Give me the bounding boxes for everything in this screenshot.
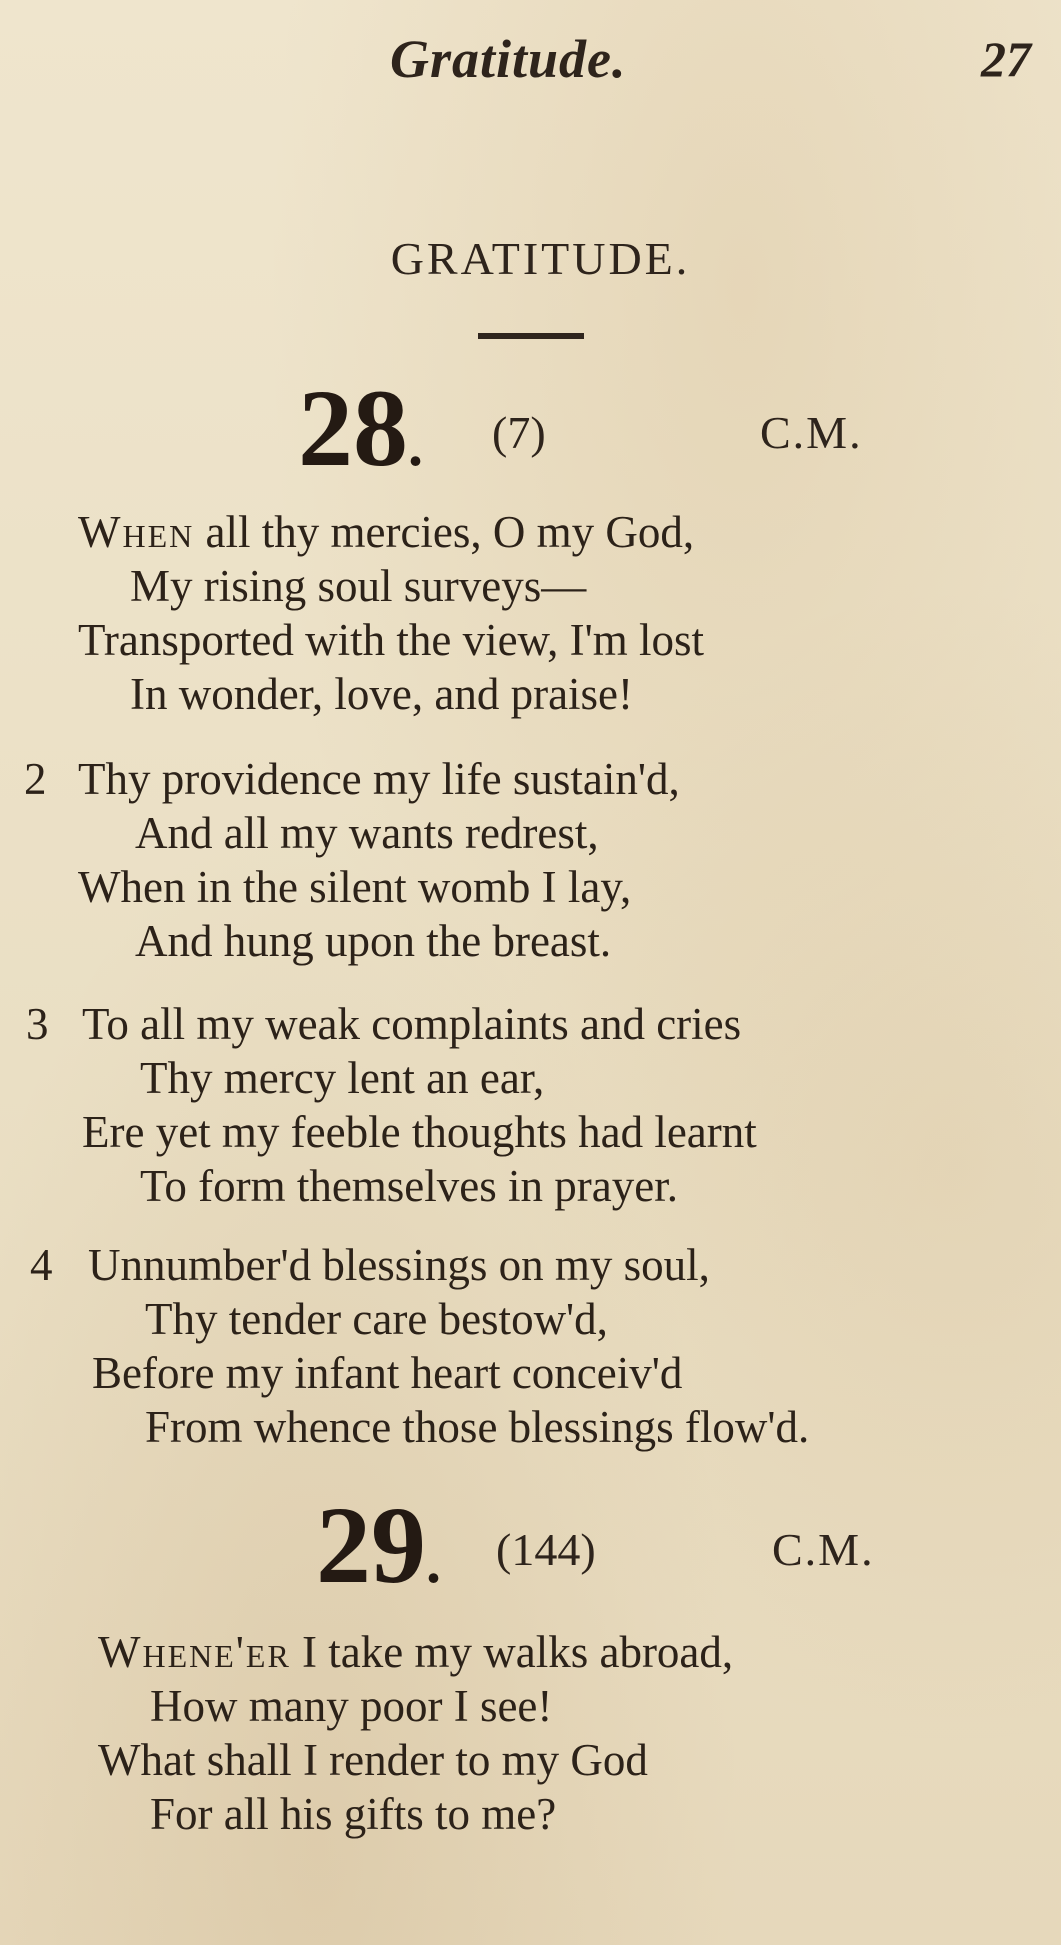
verse-line: Thy tender care bestow'd, bbox=[145, 1294, 608, 1344]
verse-line: Thy mercy lent an ear, bbox=[140, 1053, 545, 1103]
verse-line: Whene'er I take my walks abroad, bbox=[98, 1627, 734, 1677]
hymn-29-header bbox=[0, 1484, 1061, 1606]
verse-line: Thy providence my life sustain'd, bbox=[78, 754, 680, 804]
verse-line: For all his gifts to me? bbox=[150, 1789, 557, 1839]
running-head: Gratitude. bbox=[390, 29, 627, 89]
verse-line: To all my weak complaints and cries bbox=[82, 999, 742, 1049]
verse-line: How many poor I see! bbox=[150, 1681, 553, 1731]
hymn-number: 28. bbox=[298, 367, 423, 489]
verse-line: Ere yet my feeble thoughts had learnt bbox=[82, 1107, 757, 1157]
title-rule bbox=[478, 333, 584, 339]
hymn-number: 29. bbox=[316, 1484, 441, 1606]
verse-line: And hung upon the breast. bbox=[135, 916, 612, 966]
first-word: When bbox=[78, 507, 195, 557]
verse-line: From whence those blessings flow'd. bbox=[145, 1402, 810, 1452]
hymn-meter: C.M. bbox=[772, 1524, 875, 1575]
hymn-reference: (144) bbox=[496, 1524, 596, 1575]
verse-line: Before my infant heart conceiv'd bbox=[92, 1348, 683, 1398]
verse-line: In wonder, love, and praise! bbox=[130, 669, 634, 719]
verse-line: To form themselves in prayer. bbox=[140, 1161, 678, 1211]
page-number: 27 bbox=[981, 31, 1031, 87]
verse-line: When in the silent womb I lay, bbox=[78, 862, 632, 912]
verse-line: My rising soul surveys— bbox=[130, 561, 587, 611]
section-title: GRATITUDE. bbox=[390, 233, 691, 284]
stanza-number: 3 bbox=[26, 999, 49, 1049]
verse-line: And all my wants redrest, bbox=[135, 808, 599, 858]
first-word: Whene'er bbox=[98, 1627, 291, 1677]
verse-line: Transported with the view, I'm lost bbox=[78, 615, 704, 665]
verse-line: Unnumber'd blessings on my soul, bbox=[88, 1240, 710, 1290]
verse-line: What shall I render to my God bbox=[98, 1735, 648, 1785]
stanza-number: 2 bbox=[24, 754, 47, 804]
hymn-reference: (7) bbox=[492, 407, 546, 458]
hymn-meter: C.M. bbox=[760, 407, 863, 458]
verse-line: When all thy mercies, O my God, bbox=[78, 507, 695, 557]
stanza-number: 4 bbox=[30, 1240, 53, 1290]
hymn-28-header bbox=[0, 367, 1061, 489]
